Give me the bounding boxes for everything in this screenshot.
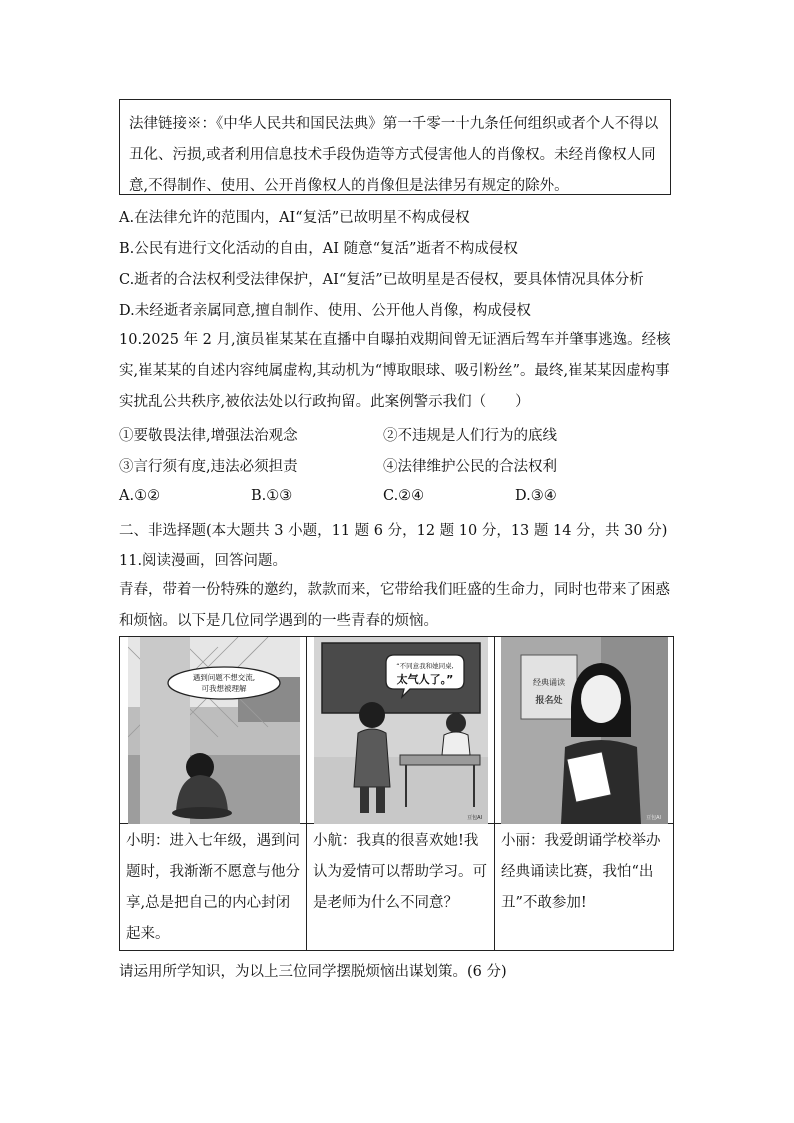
q10-item-3: ③言行须有度,违法必须担责	[119, 459, 298, 475]
q10-item-2: ②不违规是人们行为的底线	[383, 428, 557, 444]
q10-item-1: ①要敬畏法律,增强法治观念	[119, 428, 298, 444]
q9-option-c: C.逝者的合法权利受法律保护，AI“复活”已故明星是否侵权，要具体情况具体分析	[119, 272, 644, 288]
q10-choice-b: B.①③	[251, 488, 293, 504]
q9-option-a: A.在法律允许的范围内，AI“复活”已故明星不构成侵权	[119, 210, 470, 226]
law-link-box	[119, 99, 671, 195]
sign-text-1: 经典诵读	[533, 678, 565, 687]
q9-option-b: B.公民有进行文化活动的自由，AI 随意“复活”逝者不构成侵权	[119, 241, 518, 257]
watermark-xiaoli: 豆包AI	[646, 815, 661, 821]
q9-option-d: D.未经逝者亲属同意,擅自制作、使用、公开他人肖像，构成侵权	[119, 303, 531, 319]
q10-choice-d: D.③④	[515, 488, 557, 504]
q10-stem: 10.2025 年 2 月,演员崔某某在直播中自曝拍戏期间曾无证酒后驾车并肇事逃逸。经核实,崔某某的自述内容纯属虚构,其动机为“博取眼球、吸引粉丝”。最终,崔某某因虚构事实扰乱公共秩序,被依法处以行政拘留。此案例警示我们（ ）	[119, 332, 671, 410]
comic-image-xiaoli	[501, 637, 668, 824]
caption-xiaohang: 小航：我真的很喜欢她!我认为爱情可以帮助学习。可是老师为什么不同意？	[313, 833, 487, 911]
law-link-text: 法律链接※：《中华人民共和国民法典》第一千零一十九条任何组织或者个人不得以丑化、污损,或者利用信息技术手段伪造等方式侵害他人的肖像权。未经肖像权人同意,不得制作、使用、公开肖像权人的肖像但是法律另有规定的除外。	[129, 116, 659, 194]
caption-xiaoming: 小明：进入七年级，遇到问题时，我渐渐不愿意与他分享,总是把自己的内心封闭起来。	[126, 833, 300, 942]
watermark-xiaohang: 豆包AI	[467, 815, 482, 821]
comic-panel-xiaoli	[501, 637, 668, 824]
bubble-text-xiaoming-1: 遇到问题不想交流,	[192, 673, 256, 682]
comic-table	[119, 636, 674, 951]
bubble-text-xiaoming-2: 可我想被理解	[201, 684, 247, 693]
section2-heading: 二、非选择题(本大题共 3 小题，11 题 6 分，12 题 10 分，13 题 14 分，共 30 分)	[119, 523, 668, 539]
comic-panel-xiaoming	[128, 637, 300, 824]
q10-item-4: ④法律维护公民的合法权利	[383, 459, 557, 475]
bubble-text-xiaohang-2: 太气人了。”	[396, 673, 454, 686]
q10-choice-a: A.①②	[119, 488, 161, 504]
q11-intro: 青春，带着一份特殊的邀约，款款而来，它带给我们旺盛的生命力，同时也带来了困惑和烦恼。以下是几位同学遇到的一些青春的烦恼。	[119, 582, 670, 629]
comic-image-xiaohang	[314, 637, 488, 824]
comic-image-xiaoming	[128, 637, 300, 824]
comic-panel-xiaohang	[314, 637, 488, 824]
q11-prompt: 请运用所学知识，为以上三位同学摆脱烦恼出谋划策。(6 分)	[119, 964, 507, 980]
bubble-text-xiaohang-1: “不同意我和她同桌,	[396, 662, 454, 670]
q10-choice-c: C.②④	[383, 488, 425, 504]
q11-title: 11.阅读漫画，回答问题。	[119, 553, 288, 569]
caption-xiaoli: 小丽：我爱朗诵学校举办经典诵读比赛，我怕“出丑”不敢参加!	[501, 833, 661, 911]
sign-text-2: 报名处	[535, 696, 563, 706]
